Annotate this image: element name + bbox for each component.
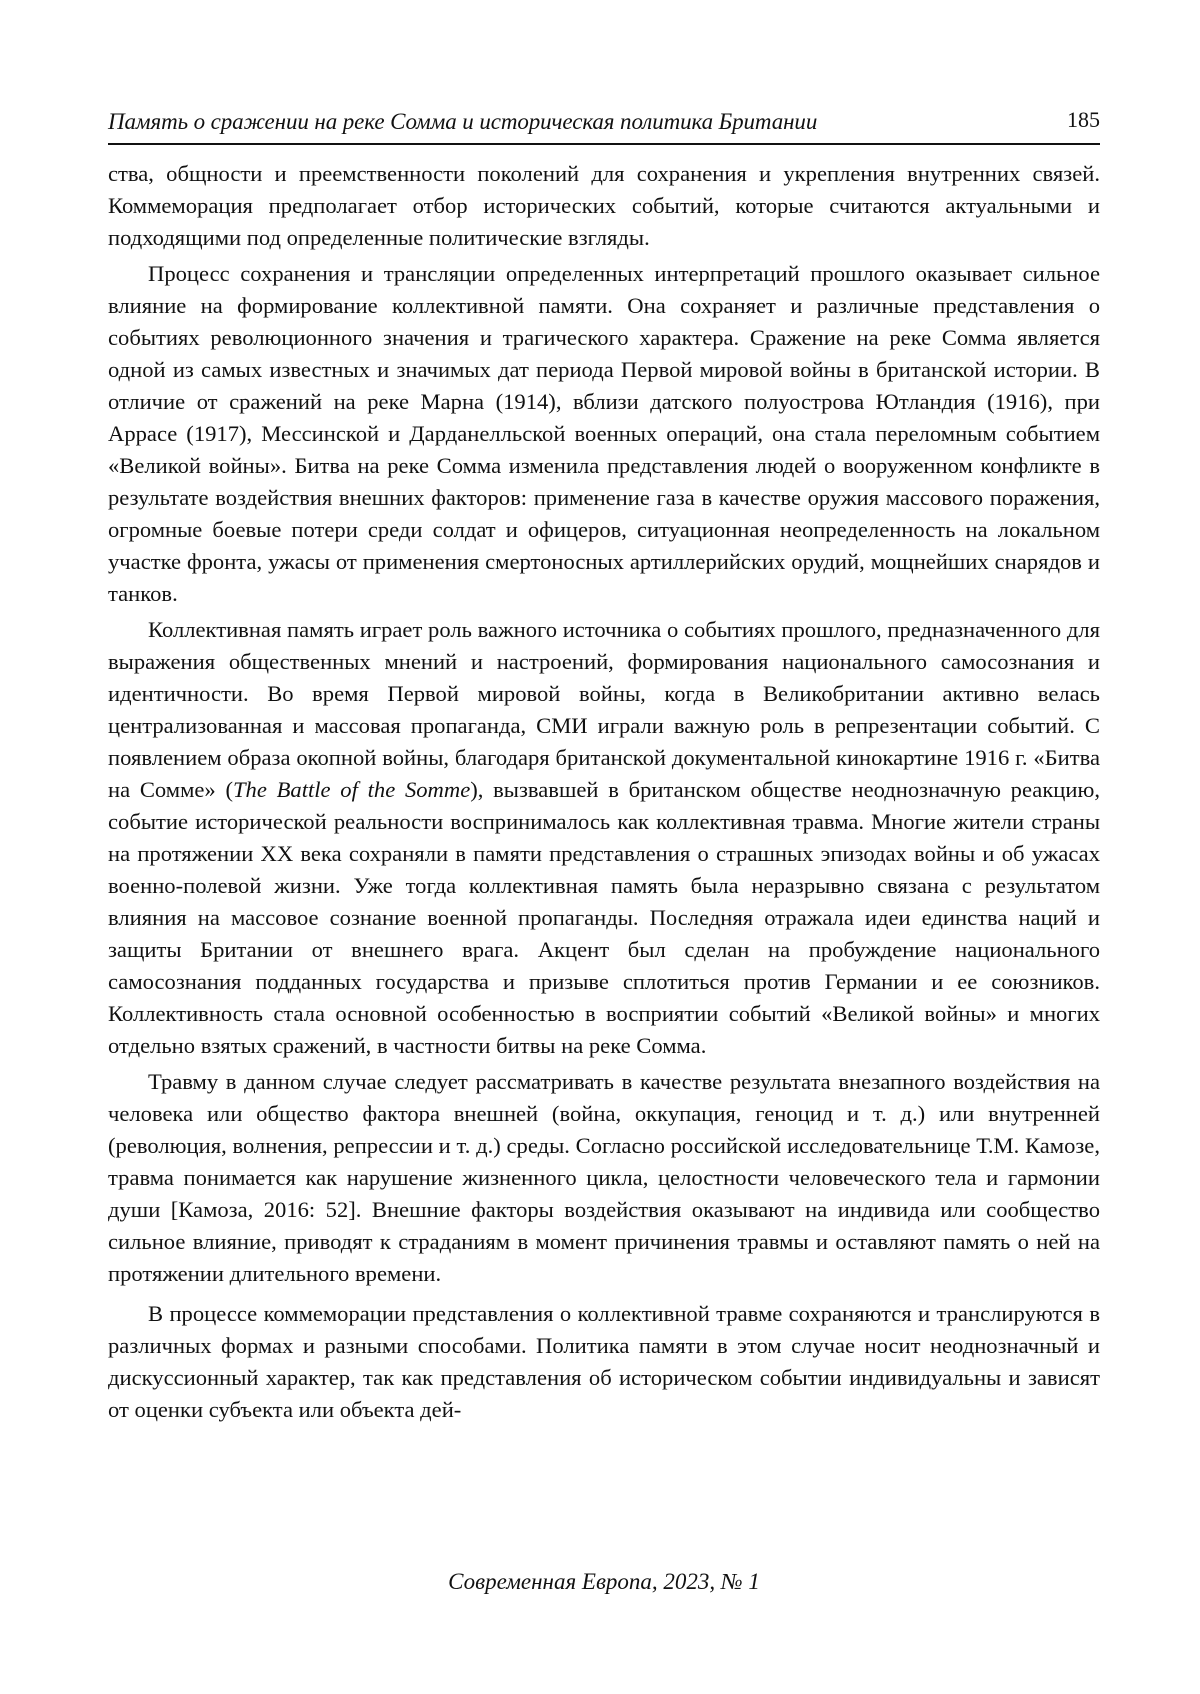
paragraph-3-part-1: Коллективная память играет роль важного источника о событиях прошлого, предназначенного для выражения общественных мнений и настроений, формирования национального самосознания и идентичности. Во время Первой мировой войны, когда в Великобритании активно велась централизованная и массовая пропаганда, СМИ играли важную роль в репрезентации событий. С появлением образа окопной войны, благодаря британской документальной кинокартине 1916 г. «Битва на Сомме» (	[108, 617, 1100, 802]
journal-page	[108, 0, 1100, 1694]
paragraph-2: Процесс сохранения и трансляции определенных интерпретаций прошлого оказывает сильное влияние на формирование коллективной памяти. Она сохраняет и различные представления о событиях революционного значения и трагического характера. Сражение на реке Сомма является одной из самых известных и значимых дат периода Первой мировой войны в британской истории. В отличие от сражений на реке Марна (1914), вблизи датского полуострова Ютландия (1916), при Аррасе (1917), Мессинской и Дарданелльской военных операций, она стала переломным событием «Великой войны». Битва на реке Сомма изменила представления людей о вооруженном конфликте в результате воздействия внешних факторов: применение газа в качестве оружия массового поражения, огромные боевые потери среди солдат и офицеров, ситуационная неопределенность на локальном участке фронта, ужасы от применения смертоносных артиллерийских орудий, мощнейших снарядов и танков.	[108, 261, 1100, 606]
journal-footer: Современная Европа, 2023, № 1	[448, 1569, 760, 1594]
running-header	[108, 103, 1100, 145]
paragraph-3	[108, 614, 1100, 1062]
article-body	[108, 158, 1100, 1426]
paragraph-4: Травму в данном случае следует рассматривать в качестве результата внезапного воздействия на человека или общество фактора внешней (война, оккупация, геноцид и т. д.) или внутренней (революция, волнения, репрессии и т. д.) среды. Согласно российской исследовательнице Т.М. Камозе, травма понимается как нарушение жизненного цикла, целостности человеческого тела и гармонии души [Камоза, 2016: 52]. Внешние факторы воздействия оказывают на индивида или сообщество сильное влияние, приводят к страданиям в момент причинения травмы и оставляют память о ней на протяжении длительного времени.	[108, 1069, 1100, 1286]
running-title: Память о сражении на реке Сомма и историческая политика Британии	[108, 109, 818, 134]
page-number: 185	[1067, 107, 1100, 132]
paragraph-3-part-2: ), вызвавшей в британском обществе неоднозначную реакцию, событие исторической реальности воспринималось как коллективная травма. Многие жители страны на протяжении XX века сохраняли в памяти представления о страшных эпизодах войны и об ужасах военно-полевой жизни. Уже тогда коллективная память была неразрывно связана с результатом влияния на массовое сознание военной пропаганды. Последняя отражала идеи единства наций и защиты Британии от внешнего врага. Акцент был сделан на пробуждение национального самосознания подданных государства и призыве сплотиться против Германии и ее союзников. Коллективность стала основной особенностью в восприятии событий «Великой войны» и многих отдельно взятых сражений, в частности битвы на реке Сомма.	[108, 777, 1101, 1058]
paragraph-5: В процессе коммеморации представления о коллективной травме сохраняются и транслируются в различных формах и разными способами. Политика памяти в этом случае носит неоднозначный и дискуссионный характер, так как представления об историческом событии индивидуальны и зависят от оценки субъекта или объекта дей-	[108, 1301, 1100, 1422]
film-title: The Battle of the Somme	[232, 777, 471, 802]
paragraph-1: ства, общности и преемственности поколений для сохранения и укрепления внутренних связей. Коммеморация предполагает отбор исторических событий, которые считаются актуальными и подходящими под определенные политические взгляды.	[108, 161, 1100, 250]
